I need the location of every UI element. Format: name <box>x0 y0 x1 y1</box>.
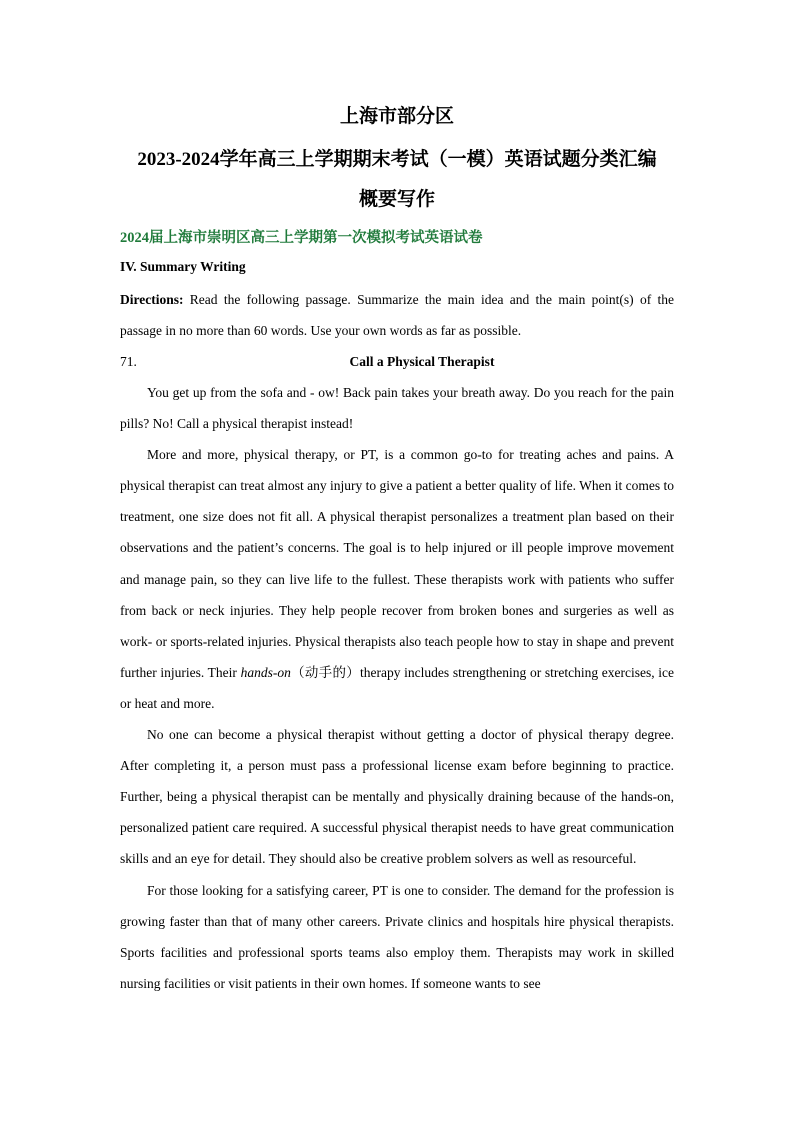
title-category: 概要写作 <box>358 189 435 210</box>
directions-text: Read the following passage. Summarize the main idea and the main point(s) of the passage in no more than 60 words. Use your own words as far as possible. <box>120 292 674 338</box>
source-heading: 2024届上海市崇明区高三上学期第一次模拟考试英语试卷 <box>120 230 483 246</box>
paragraph-2 <box>120 439 674 719</box>
paragraph-1: You get up from the sofa and - ow! Back pain takes your breath away. Do you reach for the pain pills? No! Call a physical therapist instead! <box>120 385 674 432</box>
question-row <box>120 346 674 377</box>
passage-body <box>120 377 674 999</box>
question-number: 71. <box>120 354 137 369</box>
paragraph-2-text: More and more, physical therapy, or PT, is a common go-to for treating aches and pains. A physical therapist can treat almost any injury to give a patient a better quality of life. When it comes to treatment, one size does not fit all. A physical therapist personalizes a treatment plan based on their observations and the patient’s concerns. The goal is to help injured or ill people improve movement and manage pain, so they can live life to the fullest. These therapists work with patients who suffer from back or neck injuries. They help people recover from broken bones and surgeries as well as work- or sports-related injuries. Physical therapists also teach people how to stay in shape and prevent further injuries. Their <box>120 447 674 680</box>
directions-label: Directions: <box>120 292 184 307</box>
title-region: 上海市部分区 <box>339 106 454 127</box>
italic-term: hands-on <box>240 664 291 680</box>
paragraph-2-end: therapy includes strengthening or stretching exercises, ice or heat and more. <box>120 664 674 711</box>
section-heading: IV. Summary Writing <box>120 259 246 274</box>
passage-title: Call a Physical Therapist <box>349 354 495 369</box>
title-exam: 2023-2024学年高三上学期期末考试（一模）英语试题分类汇编 <box>137 149 657 170</box>
paragraph-4: For those looking for a satisfying career, PT is one to consider. The demand for the profession is growing faster than that of many other careers. Private clinics and hospitals hire physical therapists. Sports facilities and professional sports teams also employ them. Therapists may work in skilled nursing facilities or visit patients in their own homes. If someone wants to see <box>120 882 674 991</box>
paragraph-3: No one can become a physical therapist without getting a doctor of physical therapy degree. After completing it, a person must pass a professional license exam before beginning to practice. Further, being a physical therapist can be mentally and physically draining because of the hands-on, personalized patient care required. A successful physical therapist needs to have great communication skills and an eye for detail. They should also be creative problem solvers as well as resourceful. <box>120 727 674 867</box>
directions <box>120 284 674 346</box>
chinese-gloss: （动手的） <box>290 664 361 680</box>
